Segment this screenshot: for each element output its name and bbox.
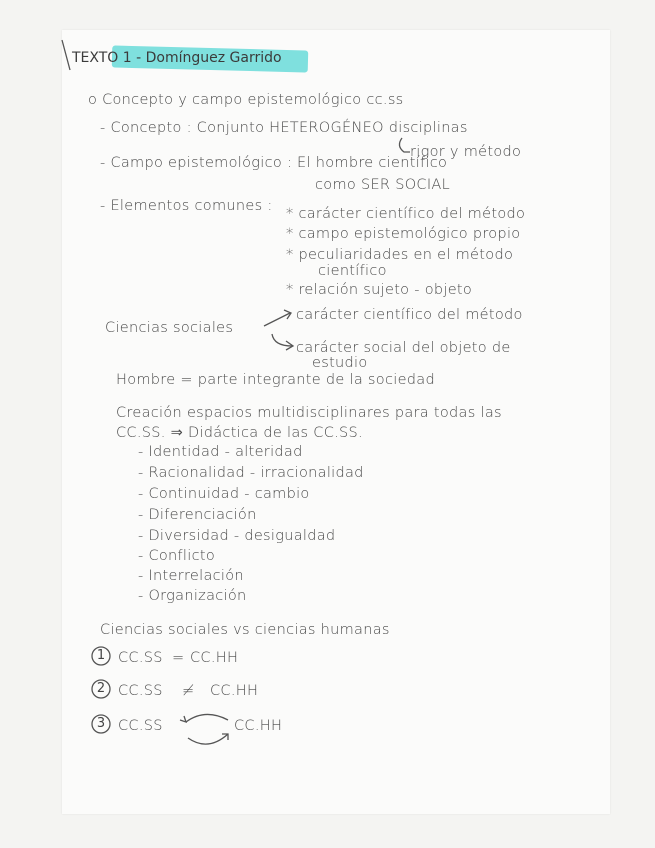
note-line: - Conflicto xyxy=(138,548,216,564)
relation-right: CC.HH xyxy=(210,683,259,699)
note-line: - Elementos comunes : xyxy=(100,198,273,214)
note-line: - Interrelación xyxy=(138,568,244,584)
note-line: Hombre = parte integrante de la sociedad xyxy=(116,372,435,388)
title-block xyxy=(72,50,282,66)
relation-operator: ≠ xyxy=(182,683,195,699)
note-line: carácter social del objeto de xyxy=(296,340,511,356)
note-line: - Concepto : Conjunto HETEROGÉNEO disciplinas xyxy=(100,120,468,136)
note-line: - Continuidad - cambio xyxy=(138,486,310,502)
note-line: - Organización xyxy=(138,588,247,604)
note-line: o Concepto y campo epistemológico cc.ss xyxy=(88,92,404,108)
note-line: * carácter científico del método xyxy=(286,206,526,222)
note-line: * campo epistemológico propio xyxy=(286,226,521,242)
note-line: Ciencias sociales xyxy=(105,320,234,336)
relation-right: CC.HH xyxy=(234,718,283,734)
item-number: 3 xyxy=(96,716,106,731)
relation-left: CC.SS xyxy=(118,683,163,699)
note-line: carácter científico del método xyxy=(296,307,523,323)
relation-left: CC.SS xyxy=(118,718,163,734)
item-number: 1 xyxy=(96,648,106,663)
relation-right: CC.HH xyxy=(190,650,239,666)
note-line: * relación sujeto - objeto xyxy=(286,282,473,298)
page-title: TEXTO 1 - Domínguez Garrido xyxy=(72,50,282,66)
note-line: CC.SS. ⇒ Didáctica de las CC.SS. xyxy=(116,425,363,441)
note-line: como SER SOCIAL xyxy=(315,177,451,193)
note-line: estudio xyxy=(312,355,368,371)
note-line: - Identidad - alteridad xyxy=(138,444,303,460)
relation-left: CC.SS xyxy=(118,650,163,666)
note-line: Ciencias sociales vs ciencias humanas xyxy=(100,622,390,638)
note-line: * peculiaridades en el método xyxy=(286,247,514,263)
note-line: - Campo epistemológico : El hombre científico xyxy=(100,155,448,171)
relation-operator: = xyxy=(172,650,185,666)
item-number: 2 xyxy=(96,681,106,696)
note-line: - Racionalidad - irracionalidad xyxy=(138,465,364,481)
note-line: científico xyxy=(318,263,387,279)
note-line: - Diversidad - desigualdad xyxy=(138,528,336,544)
note-line: rigor y método xyxy=(410,144,522,160)
note-line: Creación espacios multidisciplinares para todas las xyxy=(116,405,502,421)
note-line: - Diferenciación xyxy=(138,507,257,523)
